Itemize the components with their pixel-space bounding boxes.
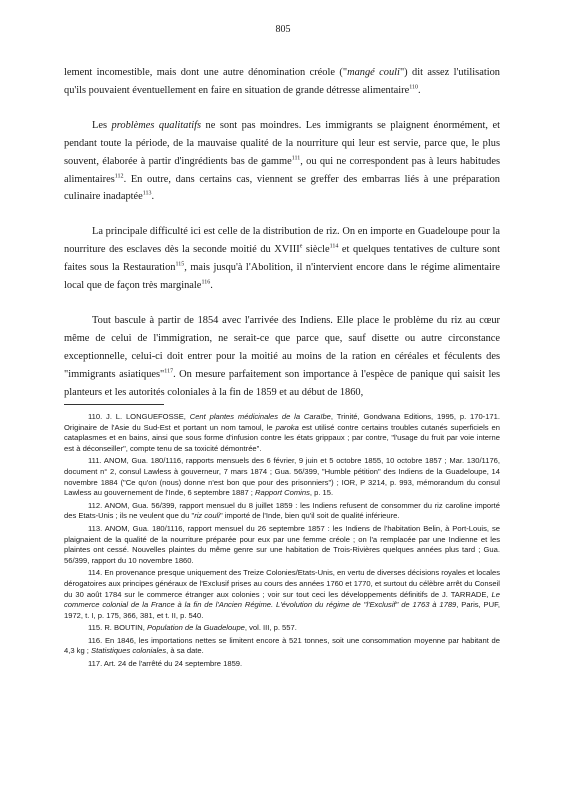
note-reference: 114: [329, 243, 339, 250]
page-number: 805: [275, 24, 291, 35]
text-run: 111. ANOM, Gua. 180/1116, rapports mensuels des 6 février, 9 juin et 5 octobre 1855, 10 octobre 1857 ; Mar. 130/1176, document n° 2, consul Lawless à gouverneur, 7 mars 1874 ; Gua. 56/399, "Humble pétition" des Indiens de la Guadeloupe, 14 novembre 1884 ("Ce qu'on (nous) donne n'est bon que pour des prisonniers") ; IOR, P 3214, p. 993, mémorandum du consul Lawless au gouvernement de l'Inde, 6 septembre 1887 ;: [64, 456, 500, 498]
text-run: . En outre, dans certains cas, viennent se greffer des embarras liés à une préparation culinaire inadaptée: [64, 173, 500, 203]
footnote: [64, 568, 500, 621]
text-run: est utilisé contre certains troubles cutanés superficiels en cataplasmes et en bains, ainsi que sous forme d'infusion contre les états grippaux ; par contre, "l'usage du fruit par voie interne est à déconseiller", compte tenu de sa toxicité démontrée".: [64, 422, 500, 453]
text-run: , ou qui ne correspondent pas à leurs habitudes alimentaires: [64, 155, 500, 185]
text-run: 115. R. BOUTIN,: [88, 623, 147, 633]
italic-text: Le commerce colonial de la France à la fin de l'Ancien Régime. L'évolution du régime de "l'Exclusif" de 1763 à 1789: [64, 589, 500, 610]
text-run: , Paris, PUF, 1972, t. I, p. 175, 366, 381, et t. II, p. 540.: [64, 600, 500, 620]
text-run: 113. ANOM, Gua. 180/1116, rapport mensuel du 26 septembre 1857 : les Indiens de l'habitation Belin, à Port-Louis, se plaignaient de la qualité de la nourriture préparée pour eux par une femme créole ; on l'a remplacée par une Indienne et les plaintes ont cessé. Nouvelles plaintes du même genre sur une habitation de Trois-Rivières quelques années plus tard ; Gua. 56/399, rapport du 10 novembre 1860.: [64, 523, 500, 565]
text-run: , mais jusqu'à l'Abolition, il n'intervient encore dans le régime alimentaire local que de façon très marginale: [64, 262, 501, 292]
italic-text: Rapport Comins: [255, 488, 310, 498]
footnote: [64, 501, 500, 522]
text-run: lement incomestible, mais dont une autre dénomination créole (": [64, 67, 348, 78]
italic-text: paroka: [275, 422, 299, 432]
note-reference: 117: [164, 368, 174, 375]
footnote: [64, 659, 500, 670]
italic-text: problèmes qualitatifs: [111, 119, 202, 131]
italic-text: mangé couli: [347, 67, 400, 78]
paragraph: [64, 223, 500, 295]
footnote: [64, 456, 500, 498]
italic-text: Statistiques coloniales: [91, 646, 167, 656]
note-reference: 115: [175, 261, 185, 268]
paragraph: [64, 312, 500, 402]
text-run: et quelques tentatives de culture sont faites sous la Restauration: [64, 244, 500, 274]
text-run: 112. ANOM, Gua. 56/399, rapport mensuel du 8 juillet 1859 : les Indiens refusent de consommer du riz caroline importé des Etats-Unis ; ils ne veulent que du ": [64, 500, 500, 521]
body-text: [64, 64, 500, 419]
paragraph: [64, 64, 500, 100]
italic-text: Population de la Guadeloupe: [146, 623, 245, 633]
footnote: [64, 412, 500, 454]
text-run: 116. En 1846, les importations nettes se limitent encore à 521 tonnes, soit une consommation moyenne par habitant de 4,3 kg ;: [64, 635, 500, 656]
footnote-separator: [64, 404, 164, 405]
note-reference: e: [299, 243, 303, 250]
text-run: 110. J. L. LONGUEFOSSE,: [88, 412, 190, 421]
text-run: Tout bascule à partir de 1854 avec l'arrivée des Indiens. Elle place le problème du riz au cœur même de celui de l'immigration, ne serait-ce que parce que, sauf disette ou autre circonstance exceptionnelle, celui-ci doit entrer pour la moitié au moins de la ration en céréales et féculents des "immigrants asiatiques": [64, 314, 500, 380]
note-reference: 110: [409, 84, 418, 91]
italic-text: Cent plantes médicinales de la Caraïbe: [189, 412, 331, 421]
text-run: , p. 15.: [309, 488, 334, 498]
text-run: , Trinité, Gondwana Editions, 1995, p. 170-171. Originaire de l'Asie du Sud-Est et portant un nom tamoul, le: [64, 412, 500, 432]
text-run: 114. En provenance presque uniquement des Treize Colonies/Etats-Unis, en vertu de diverses décisions royales et locales dérogatoires aux principes généraux de l'Exclusif prises au cours des années 1760 et 1770, et surtout du célèbre arrêt du Conseil du 30 août 1784 sur le commerce étranger aux colonies ; voir sur tout ceci les développements définitifs de J. TARRADE,: [64, 568, 500, 599]
paragraph: [64, 117, 500, 207]
footnote: [64, 623, 500, 634]
footnote: [64, 524, 500, 566]
note-reference: 113: [142, 190, 152, 197]
text-run: , vol. III, p. 557.: [244, 623, 297, 633]
text-run: , à sa date.: [166, 646, 204, 656]
footnotes: [64, 412, 500, 672]
text-run: .: [151, 191, 155, 203]
text-run: ne sont pas moindres. Les immigrants se plaignent énormément, et pendant toute la période, de la mauvaise qualité de la nourriture qui leur est servie, parce que, le plus souvent, élaborée à partir d'ingrédients bas de gamme: [64, 119, 500, 167]
text-run: . On mesure parfaitement son importance à l'espèce de panique qui saisit les planteurs et les autorités coloniales à la fin de 1859 et au début de 1860,: [64, 368, 500, 398]
text-run: .: [418, 84, 421, 96]
note-reference: 116: [201, 279, 211, 286]
text-run: ") dit assez l'utilisation qu'ils pouvaient éventuellement en faire en situation de grande détresse alimentaire: [64, 67, 500, 96]
text-run: 117. Art. 24 de l'arrêté du 24 septembre 1859.: [88, 659, 243, 669]
text-run: siècle: [302, 244, 330, 256]
note-reference: 112: [114, 173, 124, 180]
text-run: " importé de l'Inde, bien qu'il soit de qualité inférieure.: [219, 511, 400, 521]
italic-text: riz couli: [194, 511, 220, 521]
note-reference: 111: [291, 155, 301, 162]
footnote: [64, 636, 500, 657]
text-run: Les: [92, 119, 112, 131]
text-run: La principale difficulté ici est celle de la distribution de riz. On en importe en Guadeloupe pour la nourriture des esclaves dès la seconde moitié du XVIII: [64, 226, 500, 256]
text-run: .: [210, 280, 213, 292]
